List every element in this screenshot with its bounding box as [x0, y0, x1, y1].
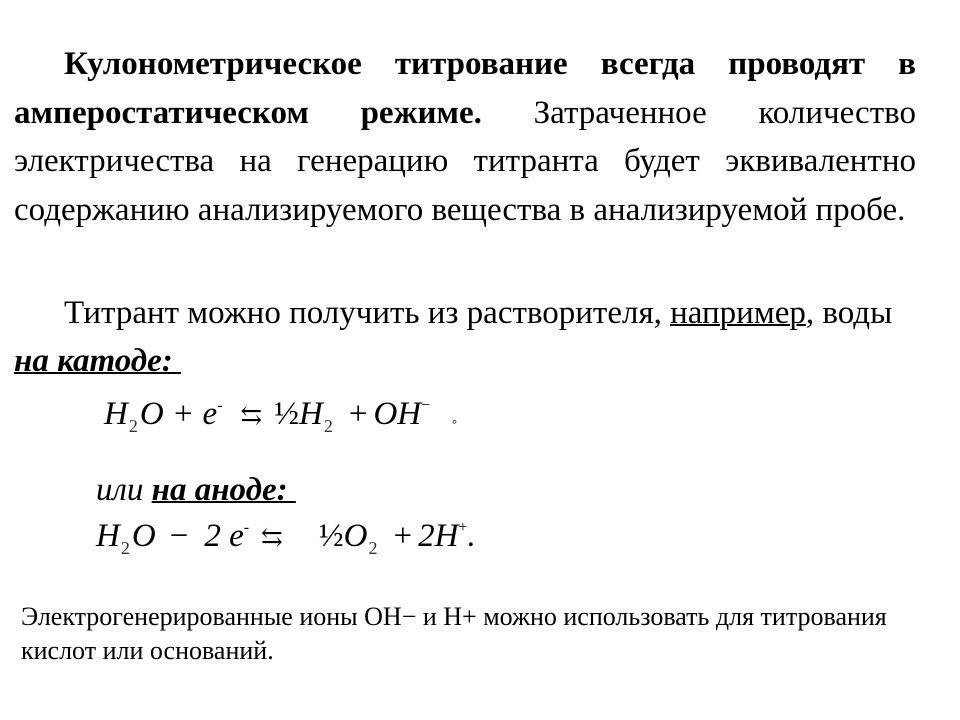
- eq2-o: O: [131, 518, 156, 554]
- eq1-half: ½: [274, 396, 299, 432]
- note-paragraph: Электрогенерированные ионы ОН− и Н+ можно использовать для титрования кислот или оснований.: [21, 602, 887, 665]
- titrant-underlined-word: например: [670, 295, 806, 331]
- eq2-half: ½: [318, 518, 344, 554]
- eq1-oh-sup: −: [421, 397, 431, 414]
- eq1-e-sup: -: [217, 397, 223, 414]
- eq2-h-ion: 2H: [418, 518, 459, 554]
- eq1-h2-sub: 2: [323, 416, 333, 436]
- cathode-label: на катоде:: [14, 343, 182, 379]
- cathode-equation: [104, 396, 457, 436]
- eq2-minus: −: [169, 518, 189, 554]
- eq1-plus: +: [348, 396, 368, 432]
- anode-label: на аноде:: [151, 472, 296, 508]
- eq2-o2-sub: 2: [368, 538, 378, 558]
- equilibrium-arrow-icon: ⇆: [240, 401, 263, 430]
- paragraph-intro: [14, 40, 916, 234]
- or-text: или: [96, 472, 152, 508]
- eq1-h2: H: [298, 396, 323, 432]
- paragraph-titrant: [14, 289, 914, 385]
- eq1-h: H: [104, 396, 128, 432]
- eq2-e-sup: -: [243, 519, 250, 536]
- anode-intro-line: [96, 472, 296, 509]
- eq1-h-sub: 2: [128, 416, 138, 436]
- titrant-text: Титрант можно получить из растворителя,: [64, 295, 671, 331]
- eq2-h-sup: +: [458, 519, 468, 536]
- titrant-text-2: воды: [814, 295, 893, 331]
- intro-normal-text: Затраченное количество электричества на генерацию титранта будет эквивалентно содержанию анализируемого вещества в анализируемой пробе.: [14, 94, 916, 228]
- eq1-dot: °: [452, 417, 457, 431]
- eq2-two-e: 2 e: [204, 518, 244, 554]
- eq1-oh: OH: [373, 396, 422, 432]
- eq2-h-sub: 2: [120, 538, 130, 558]
- eq2-end: .: [467, 518, 476, 554]
- anode-equation: [96, 518, 476, 558]
- eq2-o2: O: [343, 518, 368, 554]
- eq2-plus: +: [393, 518, 413, 554]
- eq1-rest: O + e: [139, 396, 218, 432]
- titrant-comma: ,: [805, 295, 815, 331]
- intro-bold-text: Кулонометрическое титрование всегда проводят в амперостатическом режиме.: [14, 46, 916, 131]
- eq2-h: H: [96, 518, 120, 554]
- equilibrium-arrow-icon-2: ⇆: [261, 523, 283, 552]
